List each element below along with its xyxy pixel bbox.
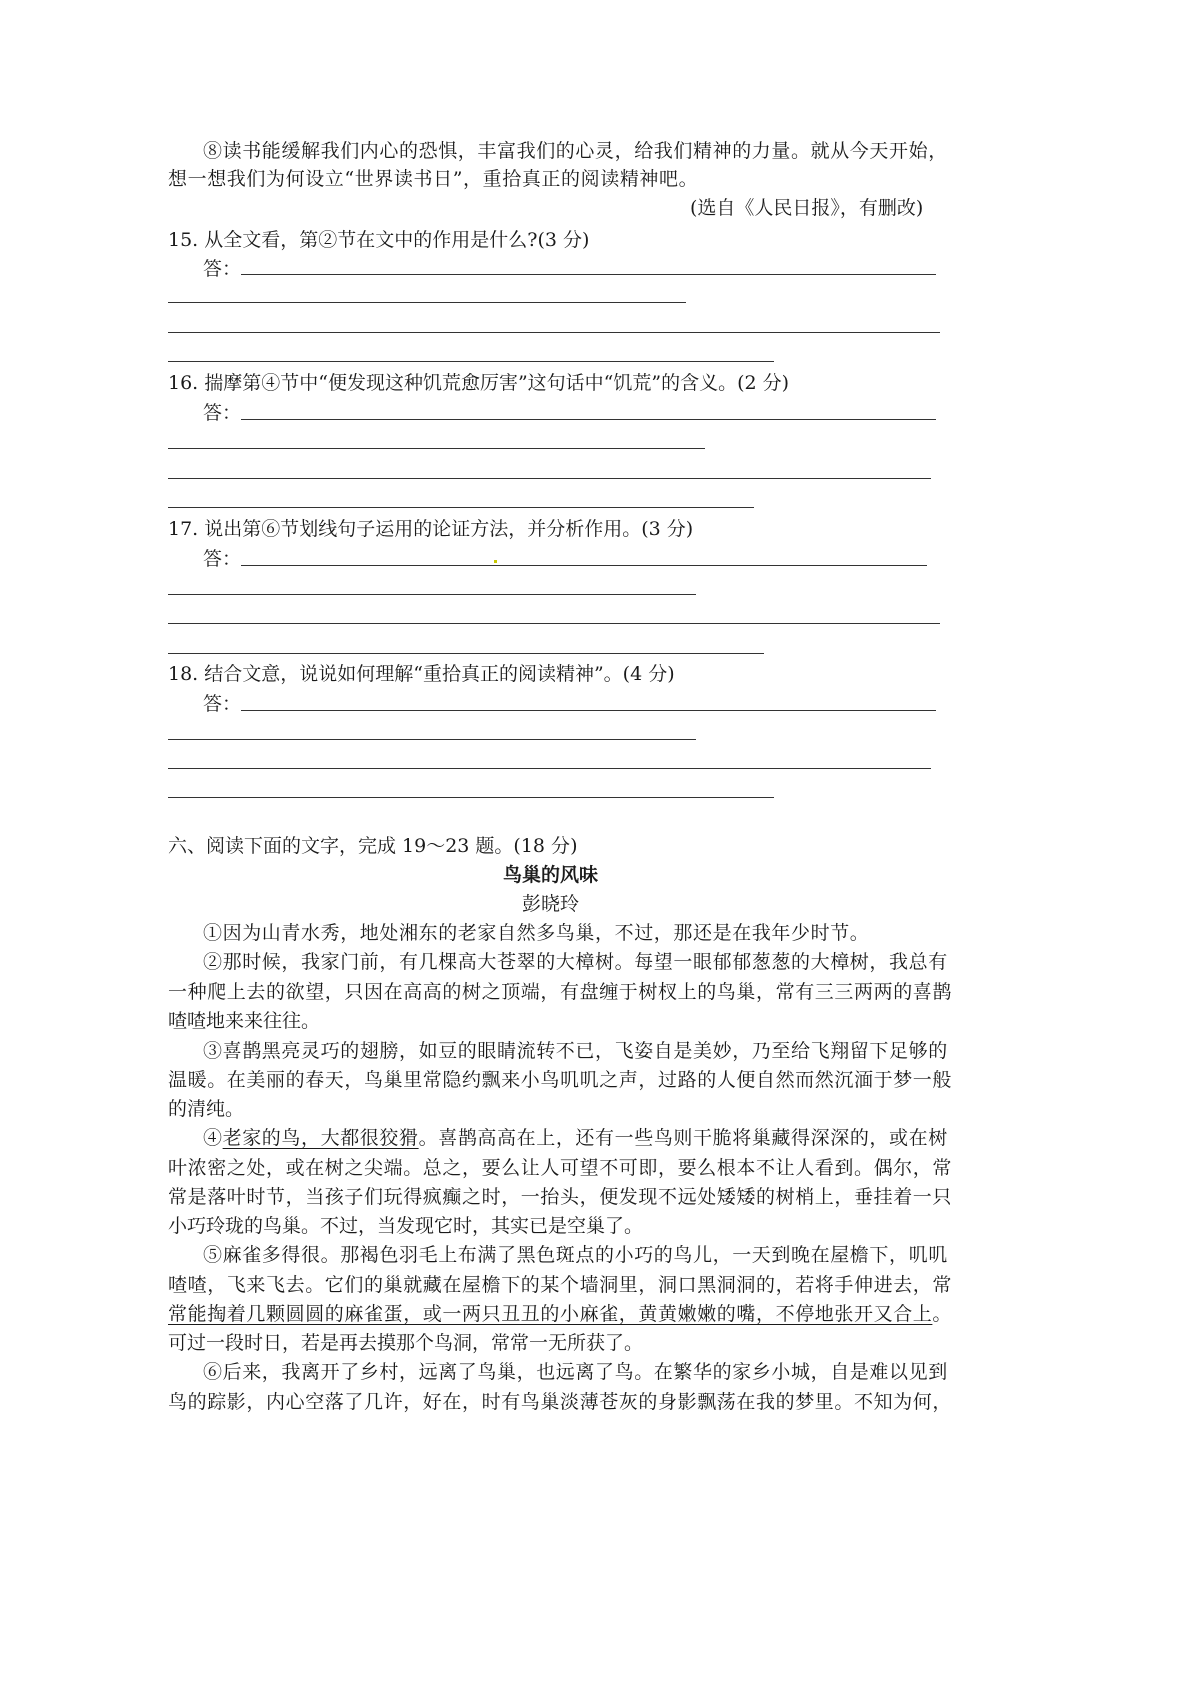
underlined-sentence-sparrows: 常能掏着几颗圆圆的麻雀蛋，或一两只丑丑的小麻雀，黄黄嫩嫩的嘴，不停地张开又合上 — [168, 1303, 933, 1325]
paragraph-1: ①因为山青水秀，地处湘东的老家自然多鸟巢，不过，那还是在我年少时节。 — [203, 922, 870, 944]
answer-line-15-4[interactable] — [168, 361, 774, 362]
paragraph-5-line-3-end: 。 — [932, 1303, 953, 1325]
answer-line-15-2[interactable] — [168, 302, 686, 303]
paragraph-3-line-2: 温暖。在美丽的春天，鸟巢里常隐约飘来小鸟叽叽之声，过路的人便自然而然沉湎于梦一般 — [168, 1069, 953, 1091]
answer-label-16: 答： — [203, 402, 242, 424]
article-title: 鸟巢的风味 — [503, 864, 599, 886]
section-6-header: 六、阅读下面的文字，完成 19～23 题。(18 分) — [168, 835, 578, 857]
answer-line-16-4[interactable] — [168, 507, 754, 508]
paragraph-4-line-1-rest: 。喜鹊高高在上，还有一些鸟则干脆将巢藏得深深的，或在树 — [418, 1127, 948, 1149]
question-16: 16. 揣摩第④节中“便发现这种饥荒愈厉害”这句话中“饥荒”的含义。(2 分) — [168, 372, 790, 394]
paragraph-4-line-3: 常是落叶时节，当孩子们玩得疯癫之时，一抬头，便发现不远处矮矮的树梢上，垂挂着一只 — [168, 1186, 953, 1208]
paragraph-2-line-1: ②那时候，我家门前，有几棵高大苍翠的大樟树。每望一眼郁郁葱葱的大樟树，我总有 — [203, 951, 948, 973]
answer-line-15-3[interactable] — [168, 332, 940, 333]
answer-line-16-1[interactable] — [241, 419, 936, 420]
question-15: 15. 从全文看，第②节在文中的作用是什么?(3 分) — [168, 229, 590, 251]
question-17: 17. 说出第⑥节划线句子运用的论证方法，并分析作用。(3 分) — [168, 518, 694, 540]
answer-line-18-4[interactable] — [168, 797, 774, 798]
answer-line-16-2[interactable] — [168, 448, 705, 449]
answer-line-16-3[interactable] — [168, 478, 931, 479]
source-citation: (选自《人民日报》，有删改) — [690, 197, 924, 219]
answer-line-17-3[interactable] — [168, 623, 940, 624]
paragraph-4-line-1 — [203, 1126, 948, 1150]
paragraph-4-line-4: 小巧玲珑的鸟巢。不过，当发现它时，其实已是空巢了。 — [168, 1215, 644, 1237]
answer-label-18: 答： — [203, 693, 242, 715]
answer-line-17-1[interactable] — [241, 565, 927, 566]
paragraph-5-line-1: ⑤麻雀多得很。那褐色羽毛上布满了黑色斑点的小巧的鸟儿，一天到晚在屋檐下，叽叽 — [203, 1244, 948, 1266]
paragraph-5-line-4: 可过一段时日，若是再去摸那个鸟洞，常常一无所获了。 — [168, 1332, 644, 1354]
paragraph-5-line-3 — [168, 1302, 952, 1326]
paragraph-6-line-1: ⑥后来，我离开了乡村，远离了鸟巢，也远离了鸟。在繁华的家乡小城，自是难以见到 — [203, 1361, 948, 1383]
answer-line-18-3[interactable] — [168, 768, 931, 769]
paragraph-2-line-3: 喳喳地来来往往。 — [168, 1010, 321, 1032]
answer-line-17-4[interactable] — [168, 653, 764, 654]
answer-label-15: 答： — [203, 258, 242, 280]
paragraph-6-line-2: 鸟的踪影，内心空落了几许，好在，时有鸟巢淡薄苍灰的身影飘荡在我的梦里。不知为何， — [168, 1391, 953, 1413]
answer-line-18-2[interactable] — [168, 739, 696, 740]
answer-line-15-1[interactable] — [241, 274, 936, 275]
paragraph-3-line-1: ③喜鹊黑亮灵巧的翅膀，如豆的眼睛流转不已，飞姿自是美妙，乃至给飞翔留下足够的 — [203, 1040, 948, 1062]
answer-label-17: 答： — [203, 548, 242, 570]
answer-line-17-2[interactable] — [168, 594, 696, 595]
paragraph-4-line-2: 叶浓密之处，或在树之尖端。总之，要么让人可望不可即，要么根本不让人看到。偶尔，常 — [168, 1157, 953, 1179]
paragraph-8-line-2: 想一想我们为何设立“世界读书日”，重拾真正的阅读精神吧。 — [168, 168, 699, 190]
stray-mark — [494, 560, 497, 563]
paragraph-2-line-2: 一种爬上去的欲望，只因在高高的树之顶端，有盘缠于树杈上的鸟巢，常有三三两两的喜鹊 — [168, 981, 953, 1003]
underlined-sentence-birds: 老家的鸟，大都很狡猾 — [222, 1127, 419, 1149]
paragraph-4-number: ④ — [203, 1127, 223, 1149]
answer-line-18-1[interactable] — [241, 710, 936, 711]
article-author: 彭晓玲 — [522, 893, 580, 915]
paragraph-5-line-2: 喳喳，飞来飞去。它们的巢就藏在屋檐下的某个墙洞里，洞口黑洞洞的，若将手伸进去，常 — [168, 1274, 953, 1296]
question-18: 18. 结合文意，说说如何理解“重拾真正的阅读精神”。(4 分) — [168, 663, 675, 685]
paragraph-8-line-1: ⑧读书能缓解我们内心的恐惧，丰富我们的心灵，给我们精神的力量。就从今天开始， — [203, 140, 948, 162]
paragraph-3-line-3: 的清纯。 — [168, 1098, 245, 1120]
